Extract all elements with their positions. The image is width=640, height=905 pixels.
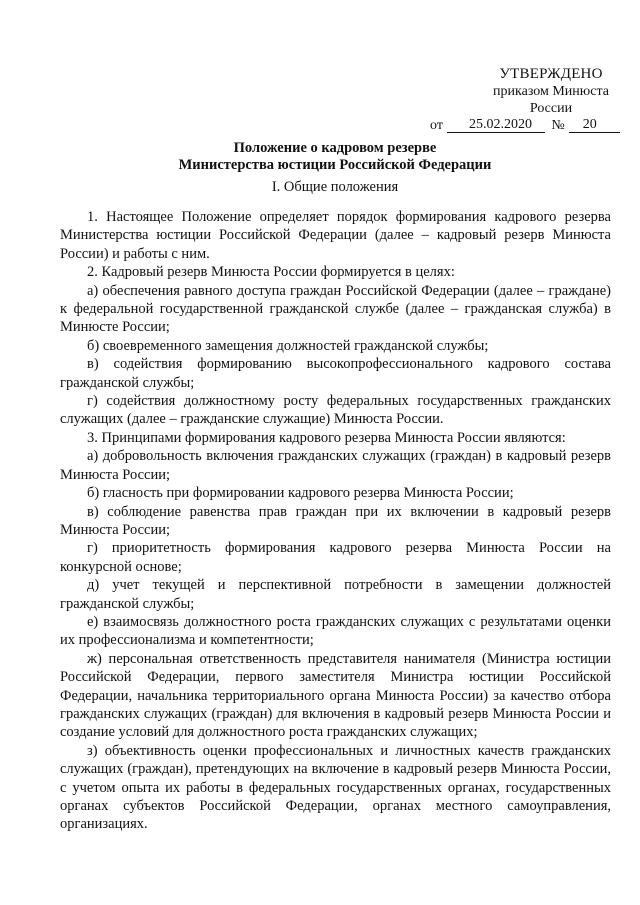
paragraph: г) содействия должностному росту федеральных государственных гражданских служащих (далее – гражданские служащие) Минюста России. xyxy=(60,393,611,428)
paragraph: 2. Кадровый резерв Минюста России формируется в целях: xyxy=(87,264,455,281)
paragraph: д) учет текущей и перспективной потребности в замещении должностей гражданской службы; xyxy=(60,577,611,612)
title-line-1: Положение о кадровом резерве xyxy=(233,140,437,156)
paragraph: е) взаимосвязь должностного роста гражданских служащих с результатами оценки их профессионализма и компетентности; xyxy=(60,613,611,649)
paragraph: б) своевременного замещения должностей гражданской службы; xyxy=(87,337,489,354)
approval-date-row xyxy=(430,117,620,134)
number-label: № xyxy=(551,118,565,133)
approval-order-line: приказом Минюста России xyxy=(493,84,609,116)
section-heading: I. Общие положения xyxy=(271,179,399,195)
paragraph: г) приоритетность формирования кадрового резерва Минюста России на конкурсной основе; xyxy=(60,540,611,575)
paragraph: в) соблюдение равенства прав граждан при их включении в кадровый резерв Минюста России; xyxy=(60,503,611,538)
paragraph: б) гласность при формировании кадрового резерва Минюста России; xyxy=(87,485,514,502)
paragraph: 1. Настоящее Положение определяет порядок формирования кадрового резерва Министерства юстиции Российской Федерации (далее – кадровый резерв Минюста России) и работы с ним. xyxy=(60,209,611,262)
paragraph: 3. Принципами формирования кадрового резерва Минюста России являются: xyxy=(87,429,566,446)
paragraph: в) содействия формированию высокопрофессионального кадрового состава гражданской службы; xyxy=(60,356,611,391)
title-line-2: Министерства юстиции Российской Федерации xyxy=(178,157,492,173)
order-number: 20 xyxy=(569,117,620,133)
paragraph: а) обеспечения равного доступа граждан Российской Федерации (далее – граждане) к федеральной государственной гражданской службе (далее – гражданская служба) в Минюсте России; xyxy=(60,282,611,336)
paragraph: ж) персональная ответственность представителя нанимателя (Министра юстиции Российской Федерации, первого заместителя Министра юстиции Российской Федерации, начальника территориального органа Минюста России) за качество отбора гражданских служащих (граждан) для включения в кадровый резерв Минюста России и создание условий для должностного роста гражданских служащих; xyxy=(60,650,611,741)
paragraph: з) объективность оценки профессиональных и личностных качеств гражданских служащих (граждан), претендующих на включение в кадровый резерв Минюста России, с учетом опыта их работы в федеральных государственных органах, государственных органах субъектов Российской Федерации, органах местного самоуправления, организациях. xyxy=(60,742,611,833)
paragraph: а) добровольность включения гражданских служащих (граждан) в кадровый резерв Минюста России; xyxy=(60,448,611,483)
order-date: 25.02.2020 xyxy=(447,117,545,133)
date-label: от xyxy=(430,118,443,133)
approval-heading: УТВЕРЖДЕНО xyxy=(499,66,603,82)
document-body xyxy=(60,208,611,834)
approval-stamp xyxy=(430,66,620,134)
document-title xyxy=(60,140,610,174)
